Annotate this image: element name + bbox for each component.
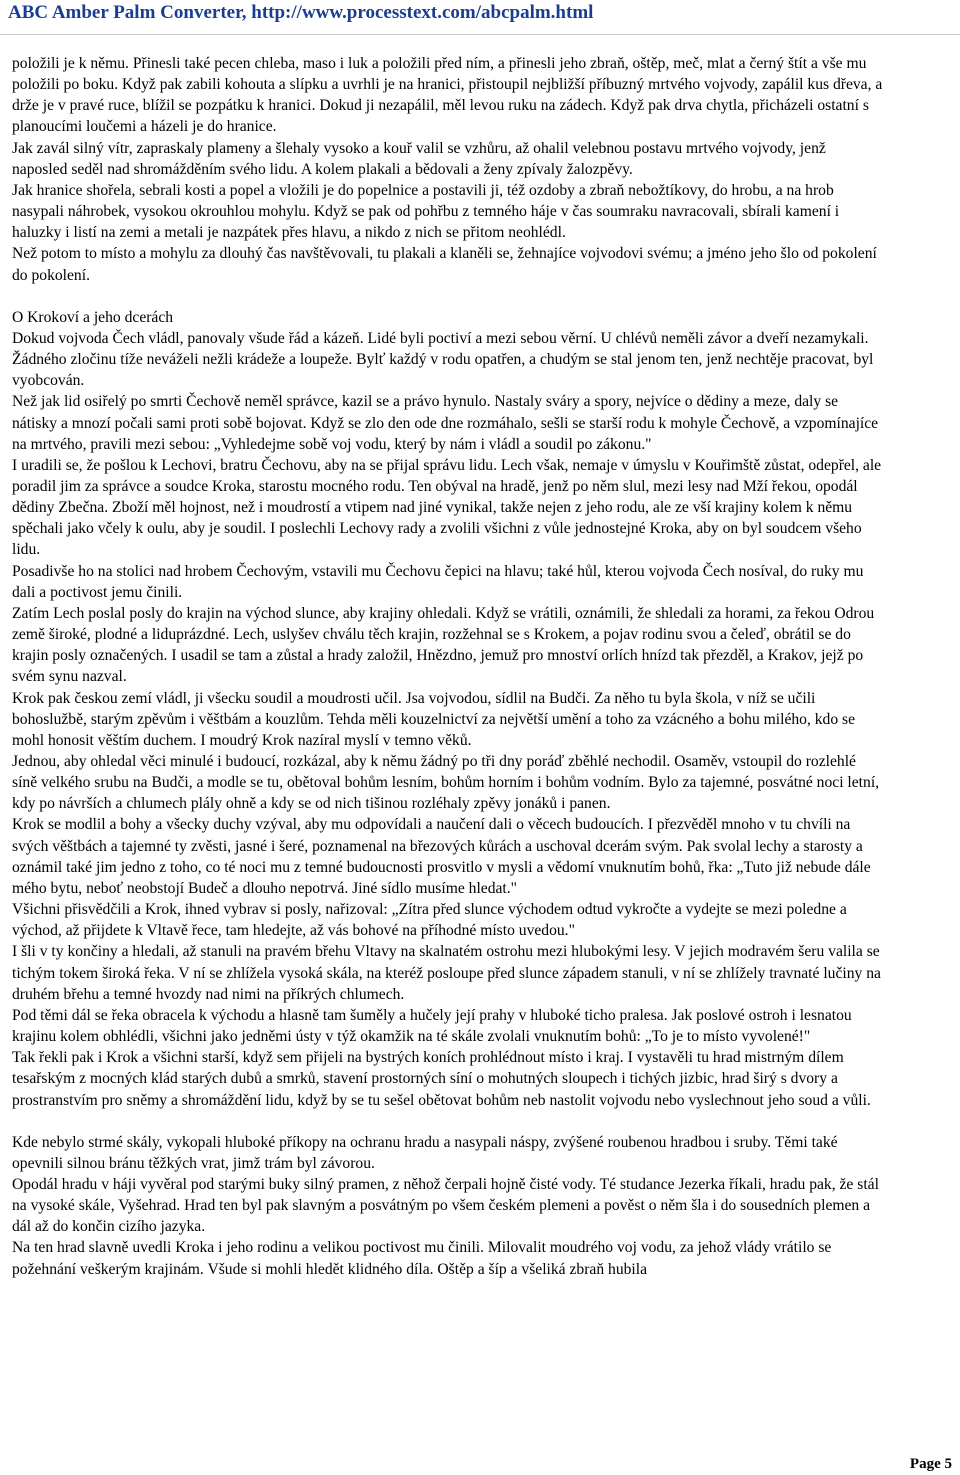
paragraph-krok-rules: Krok pak českou zemí vládl, ji všecku soudil a moudrosti učil. Jsa vojvodou, sídlil na Budči. Za něho tu byla škola, v níž se učili bohoslužbě, starým zpěvům i věštbám a kouzlům. Tehda měli kouzelnictví za největší umění a toho za vzácného a bohu milého, kdo se mohl honosit věštím duchem. I moudrý Krok nazíral myslí v temno věků. bbox=[12, 689, 856, 749]
paragraph-enthronement: Posadivše ho na stolici nad hrobem Čechovým, vstavili mu Čechovu čepici na hlavu; také hůl, kterou vojvoda Čech nosíval, do ruky mu dali a poctivost jemu činili. bbox=[12, 562, 864, 601]
paragraph-ritual-night: Jednou, aby ohledal věci minulé i budoucí, rozkázal, aby k němu žádný po tři dny poráď zběhlé nechodil. Osaměv, vstoupil do rozlehlé síně velkého srubu na Budči, a modle se tu, obětoval bohům lesním, bohům horním i bohům vodním. Bylo za tajemné, posvátné noci letní, kdy po návrších a chlumech plály ohně a kdy se od nich tišinou rozléhaly zpěvy jonáků i panen. bbox=[12, 753, 880, 813]
page-number: Page 5 bbox=[909, 1456, 952, 1472]
paragraph-lech-departs: Zatím Lech poslal posly do krajin na východ slunce, aby krajiny ohledali. Když se vrátili, oznámili, že shledali za horami, za řekou Odrou země široké, plodné a liduprázdné. Lech, uslyšev chválu těch krajin, rozžehnal se s Krokem, a pojav rodinu svou a čeleď, obrátil se do krajin posly označených. I usadil se tam a zůstal a hrady založil, Hnězdno, jemuž pro mnoství orlích hnízd tak přezděl, a Krakov, jejž po svém synu nazval. bbox=[12, 604, 875, 686]
paragraph-disorder: Než jak lid osiřelý po smrti Čechově neměl správce, kazil se a právo hynulo. Nastaly sváry a spory, nejvíce o dědiny a meze, daly se nátisky a mnozí počali sami proti sobě bojovat. Když se zlo den ode dne rozmáhalo, sešli se starší rodu k mohyle Čechově, a vzpomínajíce na mrtvého, pravili mezi sebou: „Vyhledejme sobě voj vodu, který by nám i vládl a soudil po zákonu." bbox=[12, 393, 879, 453]
paragraph-vltava-rock: I šli v ty končiny a hledali, až stanuli na pravém břehu Vltavy na skalnatém ostrohu mezi hlubokými lesy. V jejich modravém šeru valila se tichým tokem široká řeka. V ní se zhlížela vysoká skála, na kteréž posloupe před slunce západem stanuli, v ní se zhlížely travnaté lučiny na druhém břehu a temné hvozdy nad nimi na příkrých chlumech. bbox=[12, 943, 881, 1003]
paragraph-funeral-pyre: položili je k němu. Přinesli také pecen chleba, maso i luk a položili před ním, a přinesli jeho zbraň, oštěp, meč, mlat a černý štít a vše mu položili po boku. Když pak zabili kohouta a slípku a uvrhli je na hranici, přistoupil nejbližší příbuzný mrtvého vojvody, zapálil kus dřeva, a drže je v pravé ruce, blížil se pozpátku k hranici. Dokud ji nezapálil, měl levou ruku na zádech. Když pak drva chytla, přicházeli ostatní s planoucími loučemi a házeli je do hranice. bbox=[12, 55, 883, 136]
section-heading: O Krokoví a jeho dcerách bbox=[12, 308, 174, 326]
paragraph-envoys-sent: Všichni přisvědčili a Krok, ihned vybrav si posly, nařizoval: „Zítra před slunce východem odtud vykročte a vydejte se mezi poledne a východ, až přijdete k Vltavě řece, tam hledejte, až vás bohové na příhodné místo uvedou." bbox=[12, 901, 847, 940]
header-divider bbox=[0, 34, 960, 35]
paragraph-krok-honored: Na ten hrad slavně uvedli Kroka i jeho rodinu a velikou poctivost mu činili. Milovalit moudrého voj vodu, za jehož vlády vrátilo se požehnání veškerým krajinám. Všude si mohli hledět klidného díla. Oštěp a šíp a všeliká zbraň hubila bbox=[12, 1239, 832, 1278]
paragraph-chosen-place: Pod těmi dál se řeka obracela k východu a hlasně tam šuměly a hučely její prahy v hluboké ticho pralesa. Jak poslové ostroh i lesnatou krajinu kolem obhlédli, všichni jako jedněmi ústy v týž okamžik na té skále zvolali vnuknutím bohů: „To je to místo vyvolené!" bbox=[12, 1006, 852, 1046]
paragraph-order-under-cech: Dokud vojvoda Čech vládl, panovaly všude řád a kázeň. Lidé byli poctiví a mezi sebou věrní. U chlévů neměli závor a dveří nezamykali. Žádného zločinu tíže neváželi nežli krádeže a loupeže. Bylť každý v rodu opatřen, a chudým se stal jenom ten, jenž nechtěje pracovat, byl vyobcován. bbox=[12, 329, 874, 390]
converter-header-title: ABC Amber Palm Converter, http://www.processtext.com/abcpalm.html bbox=[8, 2, 594, 23]
paragraph-prophecy: Krok se modlil a bohy a všecky duchy vzýval, aby mu odpovídali a naučení dali o věcech budoucích. I přezvěděl mnoho v tu chvíli na svých věštbách a tajemné ty zvěsti, jasné i šeré, poznamenal na březových kůrách a uschoval dcerám svým. Pak svolal lechy a starosty a oznámil také jim jedno z toho, co té noci mu z temné budoucnosti prosvitlo v mysli a vědomí vnuknutím bohů, řka: „Tuto již nebude dále mého bytu, neboť neobstojí Budeč a dlouho nepotrvá. Jiné sídlo musíme hledat." bbox=[12, 816, 871, 897]
document-body bbox=[12, 53, 884, 1280]
paragraph-fortifications: Kde nebylo strmé skály, vykopali hluboké příkopy na ochranu hradu a nasypali náspy, zvýšené roubenou hradbou i sruby. Těmi také opevnili silnou bránu těžkých vrat, jimž trám byl závorou. bbox=[12, 1133, 838, 1172]
paragraph-krok-chosen: I uradili se, že pošlou k Lechovi, bratru Čechovu, aby na se přijal správu lidu. Lech však, nemaje v úmyslu v Kouřimště zůstat, odepřel, ale poradil jim za správce a soudce Kroka, starostu mocného rodu. Ten obýval na hradě, jenž po něm slul, mezi lesy nad Mží řekou, opodál dědiny Zbečna. Zboží měl hojnost, než i moudrostí a vtipem nad jiné vynikal, takže nejen z jeho rodu, ale ze vší krajiny kolem k němu spěchali jako včely k oulu, aby je soudil. I poslechli Lechovy rady a zvolili všichni z vůle jednostejné Kroka, aby on byl soudcem všeho lidu. bbox=[12, 456, 882, 559]
paragraph-castle-built: Tak řekli pak i Krok a všichni starší, když sem přijeli na bystrých koních prohlédnout místo i kraj. I vystavěli tu hrad mistrným dílem tesařským z mocných klád starých dubů a smrků, stavení prostorných síní o mohutných sloupech i tichých jizbic, hrad širý s dvory a prostranstvím pro sněmy a shromáždění lidu, když by se tu sešel obětovat bohům neb nastolit vojvodu nebo vyslechnout jeho soud a vůli. bbox=[12, 1049, 871, 1109]
paragraph-remembrance: Než potom to místo a mohylu za dlouhý čas navštěvovali, tu plakali a klaněli se, žehnajíce vojvodovi svému; a jméno jeho šlo od pokolení do pokolení. bbox=[12, 245, 877, 284]
paragraph-burial-mound: Jak hranice shořela, sebrali kosti a popel a vložili je do popelnice a postavili ji, též ozdoby a zbraň nebožtíkovy, do hrobu, a na hrob nasypali náhrobek, vysokou okrouhlou mohylu. Když se pak od pohřbu z temného háje v čas soumraku navracovali, sbírali kamení i haluzky i listí na zemi a metali je nazpátek přes hlavu, a nikdo z nich se přitom neohlédl. bbox=[12, 181, 840, 242]
paragraph-vysehrad: Opodál hradu v háji vyvěral pod starými buky silný pramen, z něhož čerpali hojně čisté vody. Té studance Jezerka říkali, hradu pak, že stál na vysoké skále, Vyšehrad. Hrad ten byl pak slavným a posvátným po všem českém plemeni a pověst o něm šla i do sousedních plemen a dál až do končin cizího jazyka. bbox=[12, 1175, 879, 1236]
paragraph-wind-flames: Jak zavál silný vítr, zapraskaly plameny a šlehaly vysoko a kouř valil se vzhůru, až ohalil velebnou postavu mrtvého vojvody, jenž naposled seděl nad shromážděním svého lidu. A kolem plakali a bědovali a ženy zpívaly žalozpěvy. bbox=[12, 139, 826, 178]
